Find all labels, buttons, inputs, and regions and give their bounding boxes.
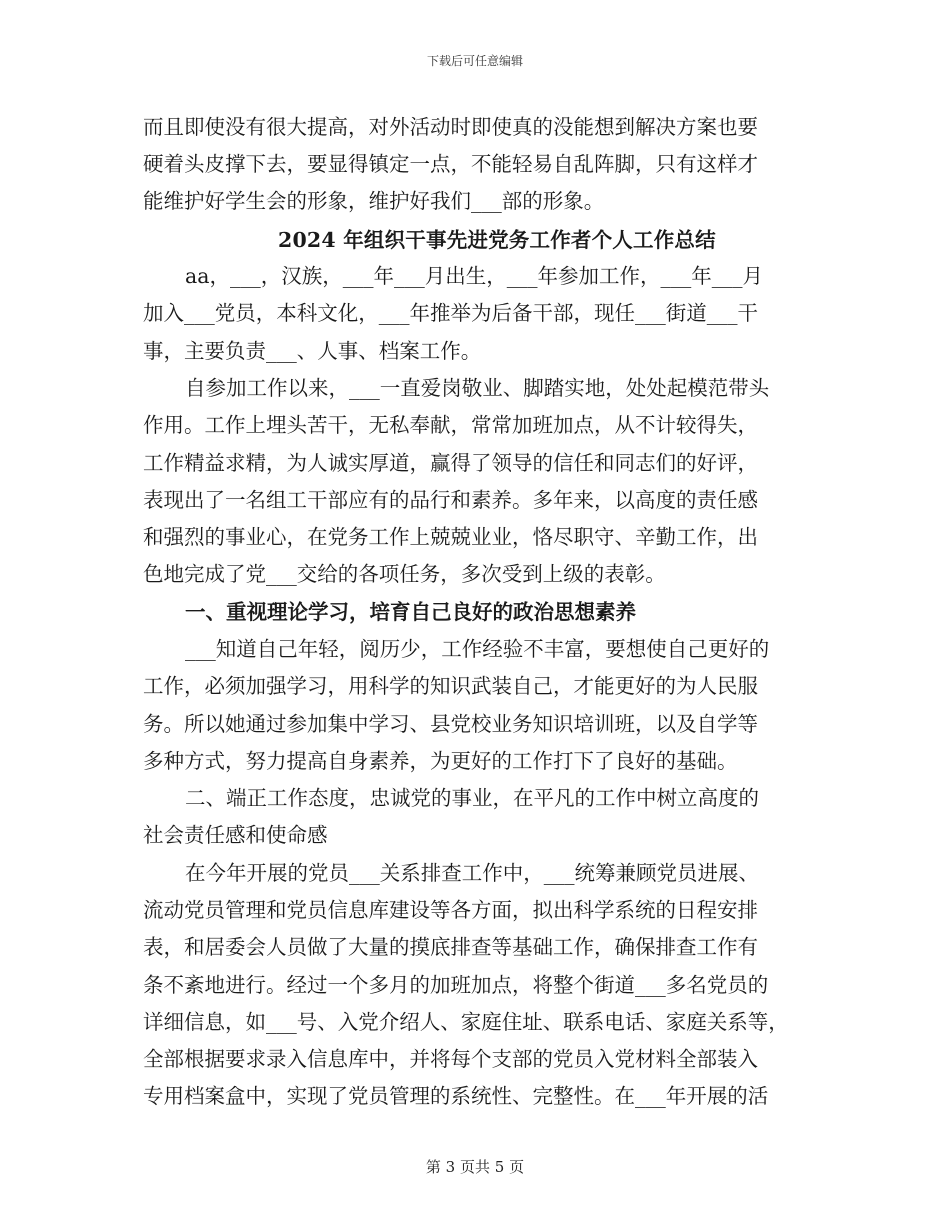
body-line: 加入___党员，本科文化，___年推举为后备干部，现任___街道___干 [143, 301, 758, 325]
section-heading: 社会责任感和使命感 [143, 823, 328, 847]
body-line: 全部根据要求录入信息库中，并将每个支部的党员入党材料全部装入 [143, 1047, 758, 1071]
body-line: 而且即使没有很大提高，对外活动时即使真的没能想到解决方案也要 [143, 115, 758, 139]
body-line: ___知道自己年轻，阅历少，工作经验不丰富，要想使自己更好的 [185, 637, 770, 661]
body-line: 条不紊地进行。经过一个多月的加班加点，将整个街道___多名党员的 [143, 973, 769, 997]
body-line: 工作精益求精，为人诚实厚道，赢得了领导的信任和同志们的好评， [143, 451, 758, 475]
body-line: 专用档案盒中，实现了党员管理的系统性、完整性。在___年开展的活 [143, 1084, 769, 1108]
section-heading: 一、重视理论学习，培育自己良好的政治思想素养 [185, 600, 636, 624]
body-line: aa，___，汉族，___年___月出生，___年参加工作，___年___月 [185, 264, 763, 288]
section-heading: 二、端正工作态度，忠诚党的事业，在平凡的工作中树立高度的 [185, 786, 759, 810]
body-line: 表现出了一名组工干部应有的品行和素养。多年来，以高度的责任感 [143, 488, 758, 512]
page-number: 第 3 页共 5 页 [425, 1158, 525, 1176]
document-title: 2024 年组织干事先进党务工作者个人工作总结 [278, 228, 716, 252]
header-note: 下载后可任意编辑 [426, 54, 523, 68]
body-line: 在今年开展的党员___关系排查工作中，___统筹兼顾党员进展、 [185, 861, 759, 885]
body-line: 色地完成了党___交给的各项任务，多次受到上级的表彰。 [143, 562, 666, 586]
body-line: 作用。工作上埋头苦干，无私奉献，常常加班加点，从不计较得失， [143, 413, 758, 437]
body-line: 工作，必须加强学习，用科学的知识武装自己，才能更好的为人民服 [143, 674, 758, 698]
body-line: 自参加工作以来，___一直爱岗敬业、脚踏实地，处处起模范带头 [185, 376, 770, 400]
body-line: 能维护好学生会的形象，维护好我们___部的形象。 [143, 189, 605, 213]
body-line: 务。所以她通过参加集中学习、县党校业务知识培训班，以及自学等 [143, 712, 758, 736]
body-line: 详细信息，如___号、入党介绍人、家庭住址、联系电话、家庭关系等， [143, 1010, 789, 1034]
body-line: 流动党员管理和党员信息库建设等各方面，拟出科学系统的日程安排 [143, 898, 758, 922]
body-line: 表，和居委会人员做了大量的摸底排查等基础工作，确保排查工作有 [143, 935, 758, 959]
body-line: 事，主要负责___、人事、档案工作。 [143, 339, 482, 363]
body-line: 和强烈的事业心，在党务工作上兢兢业业，恪尽职守、辛勤工作，出 [143, 525, 758, 549]
body-line: 多种方式，努力提高自身素养，为更好的工作打下了良好的基础。 [143, 749, 738, 773]
body-line: 硬着头皮撑下去，要显得镇定一点，不能轻易自乱阵脚，只有这样才 [143, 152, 758, 176]
